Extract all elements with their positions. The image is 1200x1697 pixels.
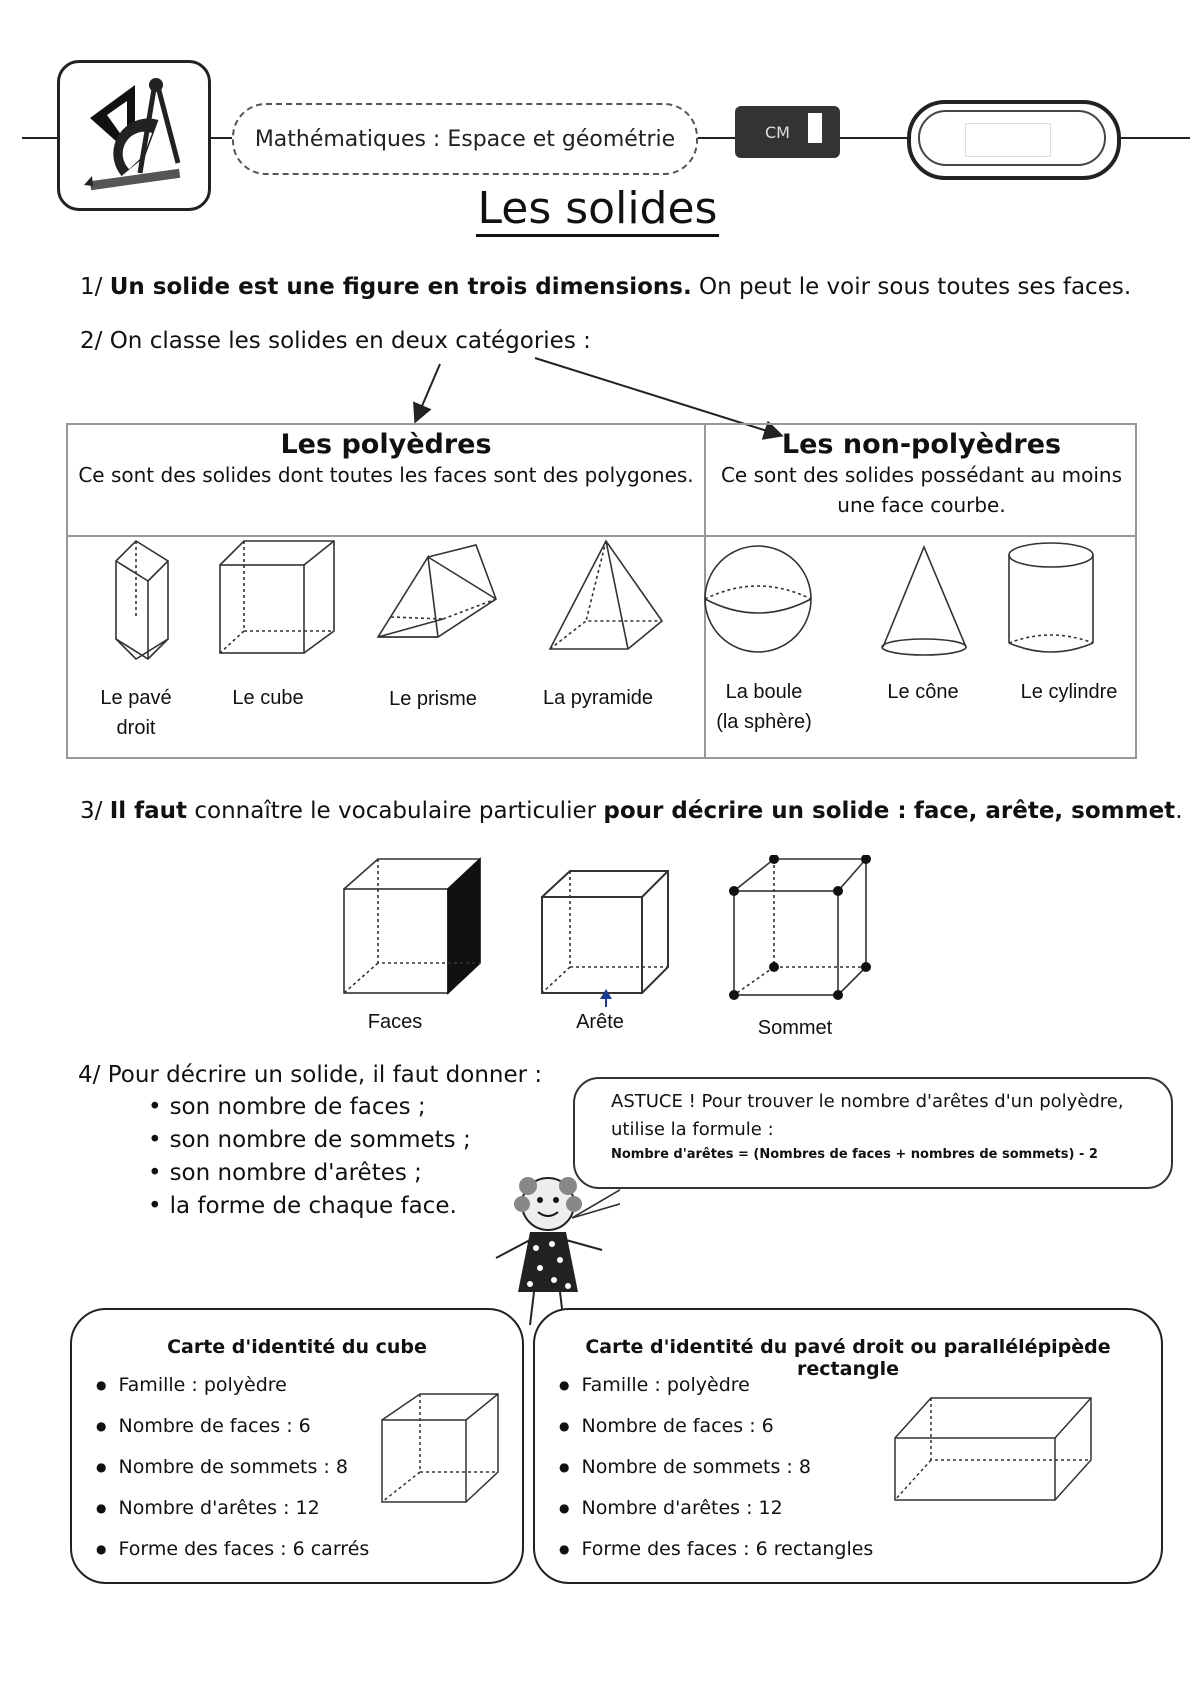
tip-line-2: utilise la formule : xyxy=(611,1119,774,1140)
category-arrows xyxy=(0,0,1200,460)
card-item: ● Nombre de sommets : 8 xyxy=(559,1456,811,1478)
card-item: ● Forme des faces : 6 carrés xyxy=(96,1538,369,1560)
edge-arrow-icon xyxy=(600,989,612,1007)
solid-label-cube: Le cube xyxy=(232,687,304,709)
level-text: CM xyxy=(765,122,790,142)
criteria-item: • son nombre d'arêtes ; xyxy=(148,1160,471,1193)
criteria-item: • la forme de chaque face. xyxy=(148,1193,471,1226)
criteria-item: • son nombre de faces ; xyxy=(148,1094,471,1127)
solid-label-cylinder: Le cylindre xyxy=(1020,681,1118,703)
tip-bubble xyxy=(573,1077,1173,1189)
non-polyhedra-title: Les non-polyèdres xyxy=(781,429,1062,460)
sphere-icon xyxy=(705,546,811,652)
faces-cube-icon xyxy=(344,859,480,993)
solid-label-prism: Le prisme xyxy=(389,688,477,710)
card-item: ● Nombre d'arêtes : 12 xyxy=(559,1497,783,1519)
section-3-num: 3/ xyxy=(80,798,103,824)
vertex-cube-icon xyxy=(729,855,871,1000)
polyhedra-header xyxy=(68,429,704,490)
tip-line-1: ASTUCE ! Pour trouver le nombre d'arêtes d'un polyèdre, xyxy=(611,1091,1124,1112)
vocabulary-terms: face, arête, sommet xyxy=(913,798,1176,824)
figure-label-edge: Arête xyxy=(576,1011,624,1033)
card-item: ● Nombre de sommets : 8 xyxy=(96,1456,348,1478)
non-polyhedra-header xyxy=(706,429,1137,520)
polyhedra-definition: Ce sont des solides dont toutes les faces sont des polygones. xyxy=(78,463,694,487)
cuboid-id-card xyxy=(533,1308,1163,1584)
cone-icon xyxy=(882,547,966,655)
cuboid-card-icon xyxy=(891,1394,1095,1506)
card-item: ● Famille : polyèdre xyxy=(96,1374,287,1396)
figure-label-vertex: Sommet xyxy=(757,1017,833,1039)
tip-formula: Nombre d'arêtes = (Nombres de faces + nombres de sommets) - 2 xyxy=(611,1147,1098,1162)
criteria-item: • son nombre de sommets ; xyxy=(148,1127,471,1160)
polyhedra-title: Les polyèdres xyxy=(280,429,492,460)
edge-cube-icon xyxy=(542,871,668,993)
cuboid-card-title: Carte d'identité du pavé droit ou parallélépipède rectangle xyxy=(585,1336,1111,1380)
criteria-list xyxy=(148,1094,471,1226)
cube-card-title: Carte d'identité du cube xyxy=(167,1336,427,1358)
pyramid-icon xyxy=(550,541,662,649)
cylinder-icon xyxy=(1009,543,1093,652)
cube-card-icon xyxy=(378,1390,502,1506)
section-3: 3/ Il faut connaître le vocabulaire particulier pour décrire un solide : face, arête, sommet. xyxy=(80,798,1183,824)
solid-label-cuboid: Le pavé droit xyxy=(100,687,172,739)
card-item: ● Forme des faces : 6 rectangles xyxy=(559,1538,873,1560)
solids-drawings xyxy=(68,537,1135,667)
section-4-intro: Pour décrire un solide, il faut donner : xyxy=(107,1062,543,1088)
solid-label-cone: Le cône xyxy=(887,681,959,703)
figure-label-faces: Faces xyxy=(367,1011,423,1033)
categories-table xyxy=(66,423,1137,759)
cube-icon xyxy=(220,541,334,653)
section-2-text: On classe les solides en deux catégories : xyxy=(109,328,591,354)
section-1-rest: On peut le voir sous toutes ses faces. xyxy=(691,274,1132,300)
page-title: Les solides xyxy=(0,183,1200,234)
vocabulary-figures xyxy=(330,855,890,1010)
solid-label-pyramid: La pyramide xyxy=(542,687,654,709)
section-1-bold: Un solide est une figure en trois dimensions. xyxy=(109,274,692,300)
non-polyhedra-definition-2: une face courbe. xyxy=(837,493,1006,517)
cuboid-icon xyxy=(116,541,168,659)
card-item: ● Nombre de faces : 6 xyxy=(559,1415,774,1437)
section-4 xyxy=(78,1062,542,1088)
subject-text: Mathématiques : Espace et géométrie xyxy=(254,126,676,152)
solid-label-sphere: La boule (la sphère) xyxy=(716,681,812,733)
section-4-num: 4/ xyxy=(78,1062,101,1088)
card-item: ● Famille : polyèdre xyxy=(559,1374,750,1396)
card-item: ● Nombre d'arêtes : 12 xyxy=(96,1497,320,1519)
section-2-num: 2/ xyxy=(80,328,103,354)
section-1-num: 1/ xyxy=(80,274,103,300)
prism-icon xyxy=(378,545,496,637)
cube-id-card xyxy=(70,1308,524,1584)
non-polyhedra-definition-1: Ce sont des solides possédant au moins xyxy=(720,463,1123,487)
card-item: ● Nombre de faces : 6 xyxy=(96,1415,311,1437)
